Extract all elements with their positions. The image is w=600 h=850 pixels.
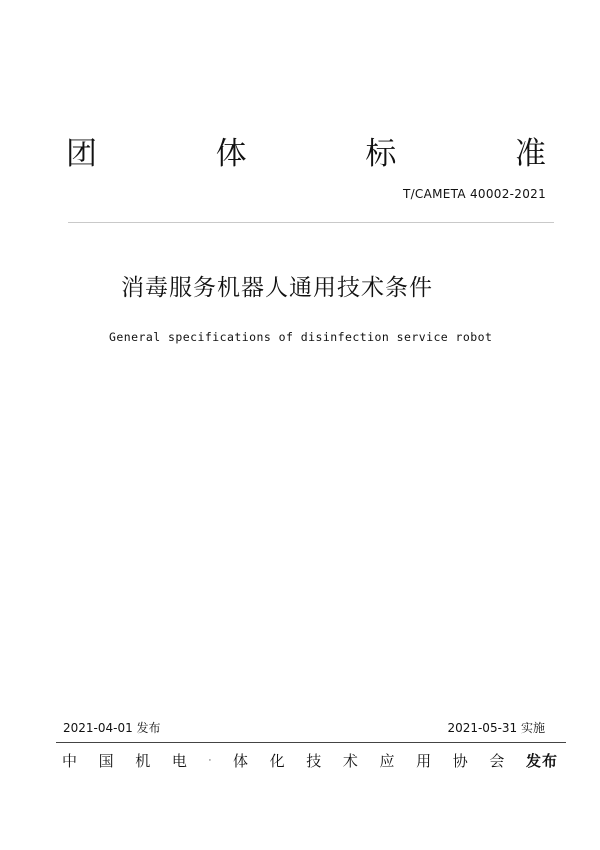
org-separator: · (208, 756, 212, 766)
org-char: 体 (232, 752, 248, 770)
org-char: 应 (379, 752, 395, 770)
org-char: 机 (135, 752, 151, 770)
org-char: 国 (98, 752, 114, 770)
doc-type-char: 标 (365, 136, 397, 172)
doc-type-char: 团 (66, 136, 97, 172)
doc-type-char: 准 (514, 136, 546, 172)
chinese-title: 消毒服务机器人通用技术条件 (121, 275, 433, 301)
org-char: 用 (416, 752, 432, 770)
document-type-heading (66, 134, 546, 174)
top-divider (68, 222, 554, 223)
issue-label: 发布 (525, 752, 558, 770)
org-char: 技 (306, 752, 322, 770)
bottom-divider (56, 742, 566, 743)
standard-code: T/CAMETA 40002-2021 (402, 187, 546, 201)
org-char: 化 (269, 752, 285, 770)
org-char: 术 (342, 752, 358, 770)
english-title: General specifications of disinfection service robot (109, 330, 493, 344)
org-char: 电 (171, 752, 187, 770)
org-char: 协 (452, 752, 468, 770)
implement-date: 2021-05-31 实施 (447, 721, 545, 735)
doc-type-char: 体 (215, 136, 247, 172)
publish-date: 2021-04-01 发布 (63, 721, 161, 735)
org-char: 中 (62, 752, 78, 770)
issuing-organization (62, 750, 558, 772)
org-char: 会 (489, 752, 505, 770)
